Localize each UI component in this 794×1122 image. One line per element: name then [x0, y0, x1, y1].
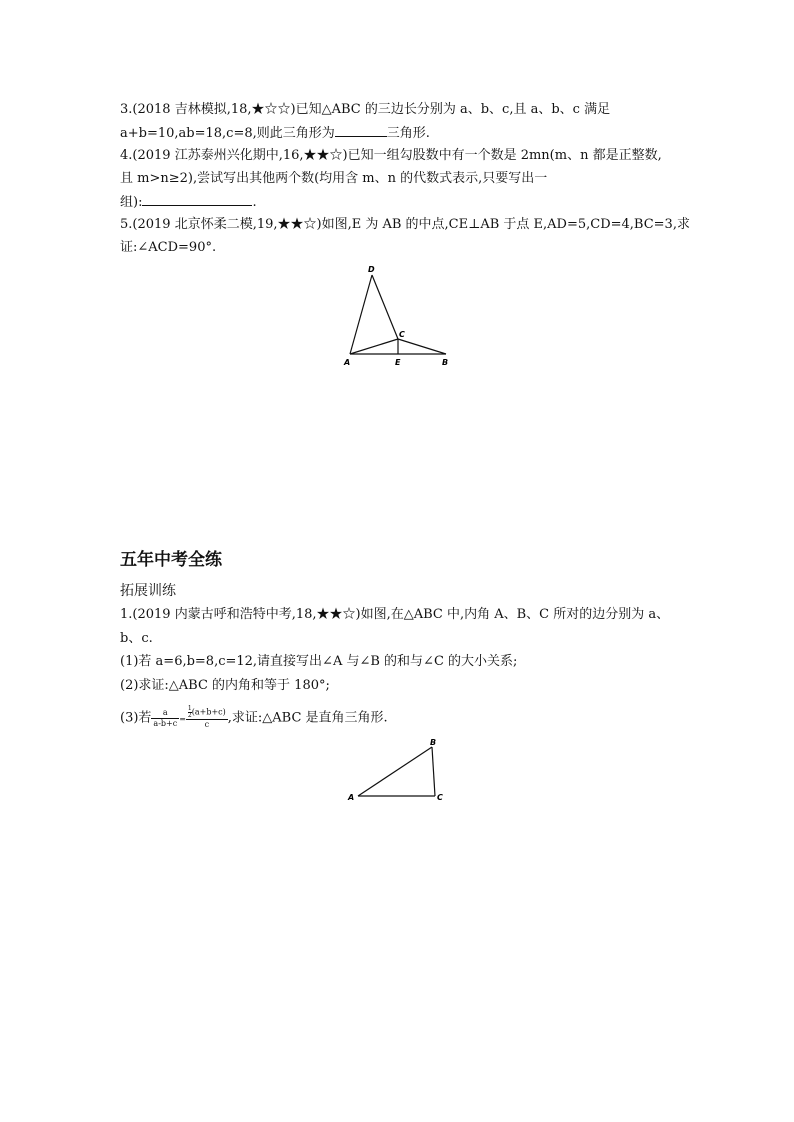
triangle-figure-2 — [346, 736, 456, 806]
answer-blank — [142, 193, 252, 206]
fraction-right-denominator: c — [204, 720, 210, 729]
problem-4-text-pre: 组): — [120, 195, 143, 210]
part-3-suffix: ,求证:△ABC 是直角三角形. — [227, 710, 388, 726]
problem-4-line-1: 4.(2019 江苏泰州兴化期中,16,★★☆)已知一组勾股数中有一个数是 2mn(m、n 都是正整数, — [120, 148, 662, 163]
problem-3-line-2 — [120, 124, 430, 143]
problem-3-text-post: 三角形. — [386, 126, 430, 141]
fraction-left — [151, 708, 179, 729]
segment-dc — [372, 275, 398, 339]
label-d: D — [368, 265, 375, 274]
segment-cb — [398, 339, 446, 354]
sum-expression: (a+b+c) — [191, 707, 226, 717]
part-3-prefix: (3)若 — [120, 710, 152, 726]
half-numerator: 1 — [187, 705, 192, 712]
label-c: C — [399, 330, 405, 339]
question-1-line-1: 1.(2019 内蒙古呼和浩特中考,18,★★☆)如图,在△ABC 中,内角 A、B、C 所对的边分别为 a、 — [120, 607, 670, 622]
section-title: 五年中考全练 — [120, 550, 222, 570]
problem-5-line-1: 5.(2019 北京怀柔二模,19,★★☆)如图,E 为 AB 的中点,CE⊥AB 于点 E,AD=5,CD=4,BC=3,求 — [120, 217, 690, 232]
question-1-part-2: (2)求证:△ABC 的内角和等于 180°; — [120, 678, 330, 693]
question-1-line-2: b、c. — [120, 631, 153, 646]
answer-blank — [335, 124, 387, 137]
fraction-right — [186, 706, 228, 730]
label-a: A — [344, 358, 351, 367]
label-c: C — [437, 793, 443, 802]
problem-4-line-3 — [120, 193, 257, 212]
problem-4-text-post: . — [252, 195, 257, 210]
section-subtitle: 拓展训练 — [120, 583, 176, 599]
label-a: A — [348, 793, 355, 802]
segment-ab — [358, 747, 432, 796]
triangle-figure-1 — [340, 262, 460, 372]
problem-5-line-2: 证:∠ACD=90°. — [120, 240, 217, 255]
problem-4-line-2: 且 m>n≥2),尝试写出其他两个数(均用含 m、n 的代数式表示,只要写出一 — [120, 171, 548, 186]
label-b: B — [430, 738, 437, 747]
label-b: B — [442, 358, 449, 367]
segment-bc — [432, 747, 435, 796]
half-denominator: 2 — [187, 712, 192, 719]
fraction-left-denominator: a-b+c — [153, 718, 178, 728]
segment-ac — [350, 339, 398, 354]
question-1-part-3 — [120, 706, 388, 730]
question-1-part-1: (1)若 a=6,b=8,c=12,请直接写出∠A 与∠B 的和与∠C 的大小关系; — [120, 654, 518, 669]
fraction-left-numerator: a — [151, 708, 179, 719]
segment-da — [350, 275, 372, 354]
problem-3-line-1: 3.(2018 吉林模拟,18,★☆☆)已知△ABC 的三边长分别为 a、b、c,且 a、b、c 满足 — [120, 102, 611, 117]
equals-sign: = — [179, 714, 186, 724]
label-e: E — [395, 358, 401, 367]
problem-3-text-pre: a+b=10,ab=18,c=8,则此三角形为 — [120, 126, 335, 141]
fraction-right-numerator — [186, 706, 228, 720]
